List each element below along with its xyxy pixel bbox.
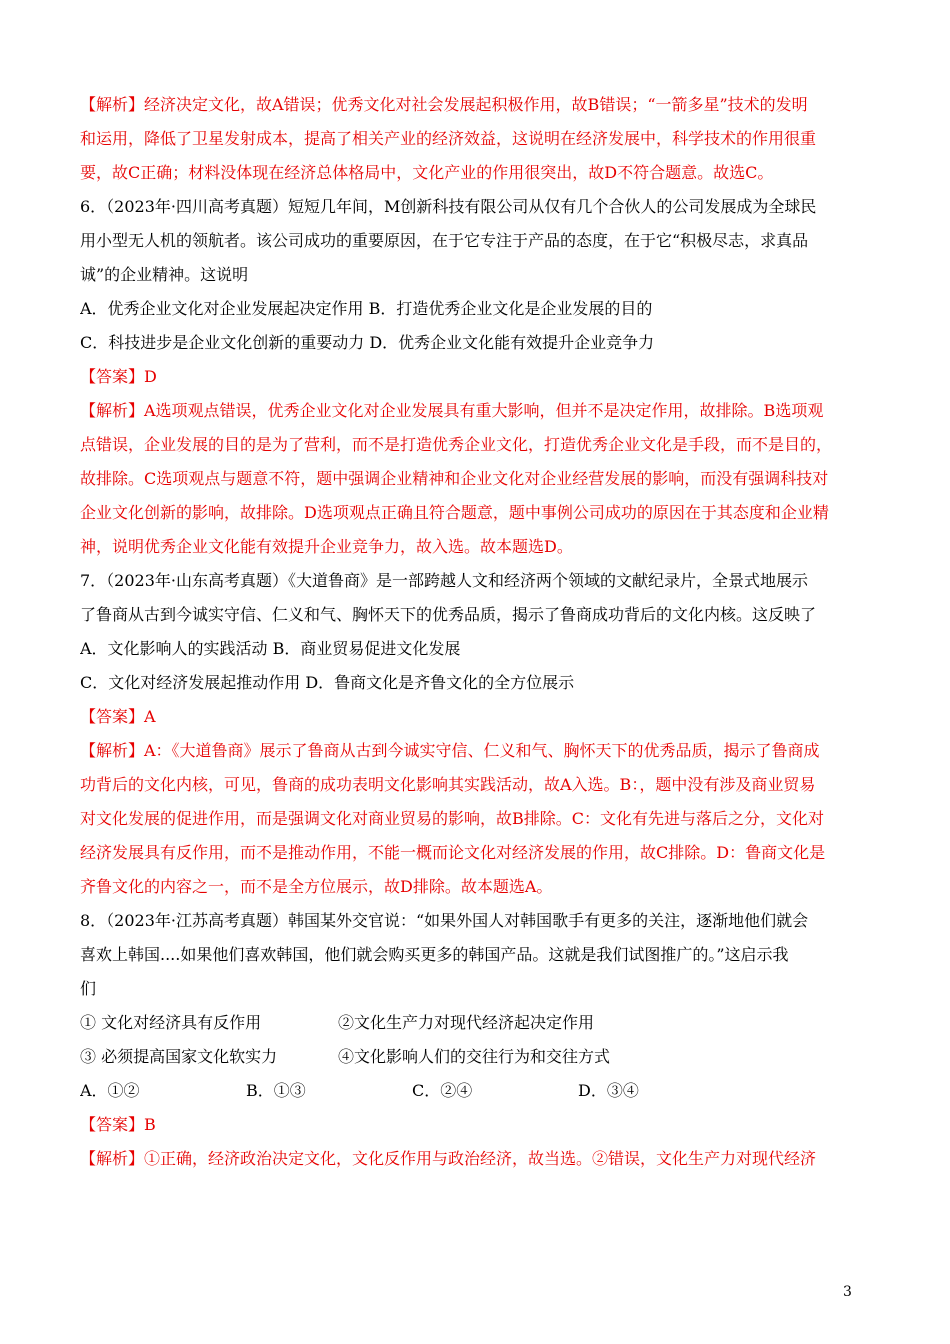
analysis-line: 企业文化创新的影响，故排除。D选项观点正确且符合题意，题中事例公司成功的原因在于其态度和企业精 bbox=[80, 503, 829, 522]
question-7 bbox=[80, 564, 868, 904]
analysis-line: 经济发展具有反作用，而不是推动作用，不能一概而论文化对经济发展的作用，故C排除。D：鲁商文化是 bbox=[80, 843, 826, 862]
question-stem-line: 了鲁商从古到今诚实守信、仁义和气、胸怀天下的优秀品质，揭示了鲁商成功背后的文化内核。这反映了 bbox=[80, 605, 817, 624]
page-number: 3 bbox=[843, 1284, 852, 1300]
statement-item: ④文化影响人们的交往行为和交往方式 bbox=[338, 1047, 611, 1066]
statements-row bbox=[80, 1040, 868, 1074]
analysis-line: 【解析】A：《大道鲁商》展示了鲁商从古到今诚实守信、仁义和气、胸怀天下的优秀品质，揭示了鲁商成 bbox=[80, 741, 820, 760]
options-line: C．文化对经济发展起推动作用 D．鲁商文化是齐鲁文化的全方位展示 bbox=[80, 673, 575, 692]
analysis-line: 功背后的文化内核，可见，鲁商的成功表明文化影响其实践活动，故A入选。B：，题中没有涉及商业贸易 bbox=[80, 775, 816, 794]
statement-item: ① 文化对经济具有反作用 bbox=[80, 1013, 262, 1032]
analysis-line: 神，说明优秀企业文化能有效提升企业竞争力，故入选。故本题选D。 bbox=[80, 537, 573, 556]
question-stem-line: 喜欢上韩国....如果他们喜欢韩国，他们就会购买更多的韩国产品。这就是我们试图推广的。”这启示我 bbox=[80, 945, 789, 964]
q5-analysis bbox=[80, 88, 868, 190]
choice-d: D．③④ bbox=[578, 1081, 639, 1100]
question-stem-line: 6．（2023年·四川高考真题）短短几年间，M创新科技有限公司从仅有几个合伙人的公司发展成为全球民 bbox=[80, 197, 817, 216]
choice-c: C．②④ bbox=[412, 1081, 473, 1100]
analysis-line: 和运用，降低了卫星发射成本，提高了相关产业的经济效益，这说明在经济发展中，科学技术的作用很重 bbox=[80, 129, 817, 148]
analysis-line: 【解析】①正确，经济政治决定文化，文化反作用与政治经济，故当选。②错误，文化生产力对现代经济 bbox=[80, 1149, 817, 1168]
statement-item: ③ 必须提高国家文化软实力 bbox=[80, 1047, 278, 1066]
statement-item: ②文化生产力对现代经济起决定作用 bbox=[338, 1013, 595, 1032]
analysis-line: 故排除。C选项观点与题意不符，题中强调企业精神和企业文化对企业经营发展的影响，而没有强调科技对 bbox=[80, 469, 829, 488]
choice-b: B．①③ bbox=[246, 1081, 306, 1100]
analysis-line: 对文化发展的促进作用，而是强调文化对商业贸易的影响，故B排除。C：文化有先进与落后之分，文化对 bbox=[80, 809, 825, 828]
question-stem-line: 诚”的企业精神。这说明 bbox=[80, 265, 249, 284]
analysis-line: 点错误，企业发展的目的是为了营利，而不是打造优秀企业文化，打造优秀企业文化是手段，而不是目的， bbox=[80, 435, 833, 454]
analysis-line: 【解析】经济决定文化，故A错误；优秀文化对社会发展起积极作用，故B错误；“一箭多星”技术的发明 bbox=[80, 95, 808, 114]
question-stem-line: 7．（2023年·山东高考真题）《大道鲁商》是一部跨越人文和经济两个领域的文献纪录片，全景式地展示 bbox=[80, 571, 808, 590]
statements-row bbox=[80, 1006, 868, 1040]
answer-line bbox=[80, 700, 868, 734]
analysis-line: 【解析】A选项观点错误，优秀企业文化对企业发展具有重大影响，但并不是决定作用，故排除。B选项观 bbox=[80, 401, 824, 420]
question-stem-line: 8．（2023年·江苏高考真题）韩国某外交官说：“如果外国人对韩国歌手有更多的关注，逐渐地他们就会 bbox=[80, 911, 809, 930]
choice-a: A．①② bbox=[80, 1081, 140, 1100]
answer-line bbox=[80, 360, 868, 394]
options-line: A．优秀企业文化对企业发展起决定作用 B．打造优秀企业文化是企业发展的目的 bbox=[80, 299, 653, 318]
page-content bbox=[80, 88, 868, 1176]
answer-label: 【答案】 bbox=[80, 1115, 145, 1134]
question-6 bbox=[80, 190, 868, 564]
answer-value: D bbox=[144, 367, 157, 386]
options-line: C．科技进步是企业文化创新的重要动力 D．优秀企业文化能有效提升企业竞争力 bbox=[80, 333, 655, 352]
choices-row bbox=[80, 1074, 868, 1108]
answer-value: B bbox=[144, 1115, 156, 1134]
analysis-line: 齐鲁文化的内容之一，而不是全方位展示，故D排除。故本题选A。 bbox=[80, 877, 553, 896]
question-stem-line: 用小型无人机的领航者。该公司成功的重要原因，在于它专注于产品的态度，在于它“积极尽志，求真品 bbox=[80, 231, 809, 250]
options-line: A．文化影响人的实践活动 B．商业贸易促进文化发展 bbox=[80, 639, 461, 658]
answer-value: A bbox=[144, 707, 156, 726]
question-stem-line: 们 bbox=[80, 979, 97, 998]
question-8 bbox=[80, 904, 868, 1176]
answer-label: 【答案】 bbox=[80, 367, 145, 386]
analysis-line: 要，故C正确；材料没体现在经济总体格局中，文化产业的作用很突出，故D不符合题意。故选C。 bbox=[80, 163, 774, 182]
answer-label: 【答案】 bbox=[80, 707, 145, 726]
answer-line bbox=[80, 1108, 868, 1142]
